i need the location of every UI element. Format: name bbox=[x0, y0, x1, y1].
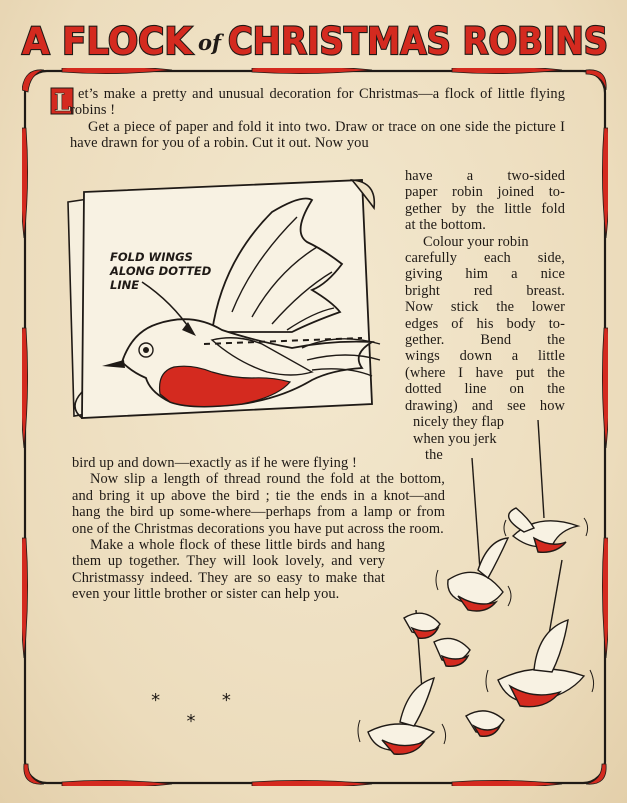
text-line: bright red breast. bbox=[405, 282, 565, 299]
label-line: LINE bbox=[110, 278, 140, 292]
intro-text bbox=[70, 86, 565, 152]
intro-paragraph: et’s make a pretty and unusual decoration for Christmas—a flock of little flying robins ! bbox=[70, 86, 565, 119]
text-line: Colour your robin bbox=[423, 233, 529, 250]
title-of: of bbox=[198, 30, 222, 55]
drop-cap-letter: L bbox=[54, 88, 71, 117]
side-column-lines-2 bbox=[405, 234, 565, 250]
text-line: when you jerk bbox=[413, 430, 497, 447]
text-line: edges of his body to- bbox=[405, 315, 565, 332]
title-part2: CHRISTMAS ROBINS bbox=[228, 20, 608, 63]
text-line: have a two-sided bbox=[405, 168, 565, 184]
paragraph-flock: Make a whole flock of these little birds and hang them up together. They will look lovely, and very Christmassy indeed. They are so easy to make that even your little brother or sister can help you. bbox=[72, 537, 385, 603]
hanging-robins-illustration bbox=[338, 420, 618, 770]
text-line: gether. Bend the bbox=[405, 332, 565, 349]
label-line: ALONG DOTTED bbox=[110, 264, 212, 278]
text-line: carefully each side, bbox=[405, 250, 565, 267]
label-line: FOLD WINGS bbox=[110, 250, 193, 264]
paragraph-thread: Now slip a length of thread round the fold at the bottom, and bring it up above the bird ; tie the ends in a knot—and hang the bird up some-where—perhaps from a lamp or from one of the Christmas decorations you have put across the room. bbox=[72, 471, 445, 537]
page-title bbox=[0, 10, 627, 64]
text-line: (where I have put the bbox=[405, 364, 565, 381]
side-column-lines-1 bbox=[405, 168, 565, 234]
text-line: giving him a nice bbox=[405, 266, 565, 283]
fold-wings-label bbox=[110, 250, 220, 292]
robin-template-illustration bbox=[62, 172, 402, 434]
text-line: dotted line on the bbox=[405, 381, 565, 398]
text-line: drawing) and see how bbox=[405, 397, 565, 414]
paragraph-flying: bird up and down—exactly as if he were flying ! bbox=[72, 455, 357, 471]
text-line: gether by the little fold bbox=[405, 200, 565, 217]
text-line: the bbox=[425, 446, 443, 463]
text-line: paper robin joined to- bbox=[405, 184, 565, 201]
text-line: Now stick the lower bbox=[405, 299, 565, 316]
text-line: wings down a little bbox=[405, 348, 565, 365]
text-line: nicely they flap bbox=[413, 414, 505, 431]
text-line: at the bottom. bbox=[405, 217, 486, 234]
paragraph-fold: Get a piece of paper and fold it into two. Draw or trace on one side the picture I have drawn for you of a robin. Cut it out. Now you bbox=[70, 118, 565, 152]
section-divider-stars: * * * bbox=[151, 690, 259, 732]
title-part1: A FLOCK bbox=[22, 20, 194, 63]
